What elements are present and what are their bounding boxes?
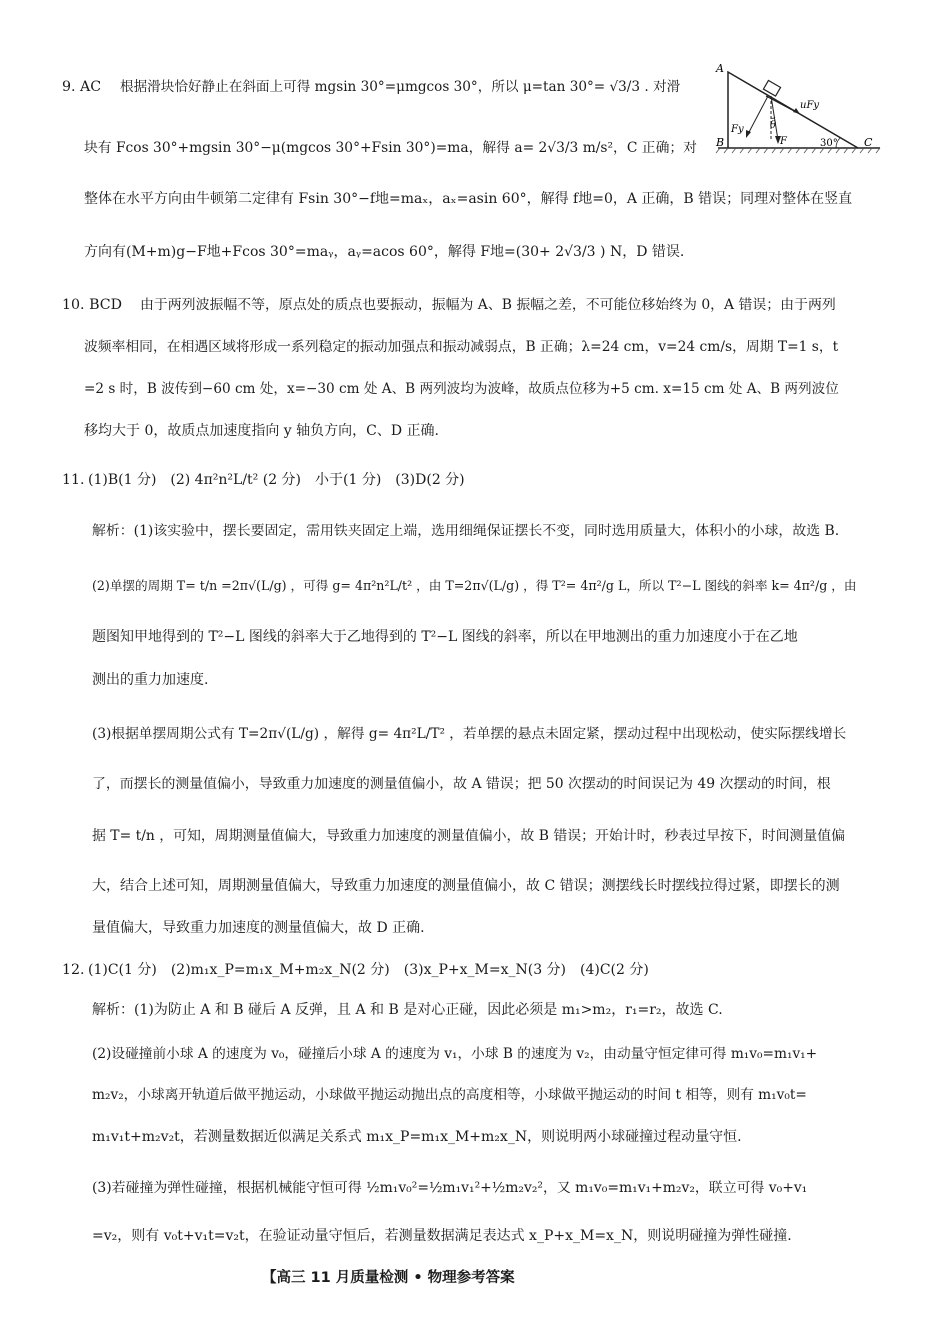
q9-line-2: 块有 Fcos 30°+mgsin 30°−μ(mgcos 30°+Fsin 30°)=ma，解得 a= 2√3/3 m/s²，C 正确；对: [84, 140, 697, 156]
q9-line-3: 整体在水平方向由牛顿第二定律有 Fsin 30°−f地=maₓ，aₓ=asin 60°，解得 f地=0，A 正确，B 错误；同理对整体在竖直: [84, 191, 853, 207]
force-Fy-arrow: [748, 96, 768, 134]
q11-line-2: (2)单摆的周期 T= t/n =2π√(L/g) ，可得 g= 4π²n²L/t² ，由 T=2π√(L/g) ，得 T²= 4π²/g L，所以 T²−L 图线的斜率 k= 4π²/g ，由: [92, 578, 857, 593]
q10-line-4: 移均大于 0，故质点加速度指向 y 轴负方向，C、D 正确.: [84, 423, 440, 439]
label-Fy: Fy: [731, 124, 744, 135]
label-C: C: [864, 136, 873, 149]
page-footer: 【高三 11 月质量检测 • 物理参考答案: [262, 1270, 515, 1286]
q12-line-4: m₁v₁t+m₂v₂t，若测量数据近似满足关系式 m₁x_P=m₁x_M+m₂x_N，则说明两小球碰撞过程动量守恒.: [92, 1129, 742, 1145]
incline-diagram: [708, 62, 886, 162]
q11-line-1: 解析：(1)该实验中，摆长要固定，需用铁夹固定上端，选用细绳保证摆长不变，同时选用质量大，体积小的小球，故选 B.: [92, 523, 840, 539]
label-theta: θ: [770, 120, 777, 131]
q11-line-9: 量值偏大，导致重力加速度的测量值偏大，故 D 正确.: [92, 920, 425, 936]
q11-head: (1)B(1 分) (2) 4π²n²L/t² (2 分) 小于(1 分) (3)D(2 分): [88, 472, 465, 488]
q10-line-1: 由于两列波振幅不等，原点处的质点也要振动，振幅为 A、B 振幅之差，不可能位移始终为 0，A 错误；由于两列: [140, 297, 836, 313]
q12-line-3: m₂v₂，小球离开轨道后做平抛运动，小球做平抛运动抛出点的高度相等，小球做平抛运动的时间 t 相等，则有 m₁v₀t=: [92, 1087, 807, 1103]
q11-line-3: 题图知甲地得到的 T²−L 图线的斜率大于乙地得到的 T²−L 图线的斜率，所以在甲地测出的重力加速度小于在乙地: [92, 629, 798, 645]
q11-line-4: 测出的重力加速度.: [92, 672, 209, 688]
q10-line-3: =2 s 时，B 波传到−60 cm 处，x=−30 cm 处 A、B 两列波均为波峰，故质点位移为+5 cm. x=15 cm 处 A、B 两列波位: [84, 381, 839, 397]
q9-line-1: 根据滑块恰好静止在斜面上可得 mgsin 30°=μmgcos 30°，所以 μ=tan 30°= √3/3 . 对滑: [120, 79, 681, 95]
q12-line-6: =v₂，则有 v₀t+v₁t=v₂t，在验证动量守恒后，若测量数据满足表达式 x_P+x_M=x_N，则说明碰撞为弹性碰撞.: [92, 1228, 792, 1244]
label-A: A: [716, 62, 724, 75]
q12-number: 12.: [62, 962, 85, 978]
q11-number: 11.: [62, 472, 85, 488]
q11-line-7: 据 T= t/n ，可知，周期测量值偏大，导致重力加速度的测量值偏小，故 B 错误；开始计时，秒表过早按下，时间测量值偏: [92, 828, 846, 844]
q10-line-2: 波频率相同，在相遇区域将形成一系列稳定的振动加强点和振动减弱点，B 正确；λ=24 cm，v=24 cm/s，周期 T=1 s，t: [84, 339, 839, 355]
q12-line-2: (2)设碰撞前小球 A 的速度为 v₀，碰撞后小球 A 的速度为 v₁，小球 B 的速度为 v₂，由动量守恒定律可得 m₁v₀=m₁v₁+: [92, 1046, 818, 1062]
label-uFy: uFy: [800, 100, 820, 111]
q12-line-5: (3)若碰撞为弹性碰撞，根据机械能守恒可得 ½m₁v₀²=½m₁v₁²+½m₂v₂²，又 m₁v₀=m₁v₁+m₂v₂，联立可得 v₀+v₁: [92, 1180, 808, 1196]
q12-head: (1)C(1 分) (2)m₁x_P=m₁x_M+m₂x_N(2 分) (3)x_P+x_M=x_N(3 分) (4)C(2 分): [88, 962, 649, 978]
q10-number: 10. BCD: [62, 297, 122, 313]
q11-line-5: (3)根据单摆周期公式有 T=2π√(L/g) ，解得 g= 4π²L/T² ，若单摆的悬点未固定紧，摆动过程中出现松动，使实际摆线增长: [92, 726, 847, 742]
label-F: F: [780, 136, 787, 147]
q9-line-4: 方向有(M+m)g−F地+Fcos 30°=maᵧ，aᵧ=acos 60°，解得 F地=(30+ 2√3/3 ) N，D 错误.: [84, 244, 685, 260]
q11-line-6: 了，而摆长的测量值偏小，导致重力加速度的测量值偏小，故 A 错误；把 50 次摆动的时间误记为 49 次摆动的时间，根: [92, 776, 831, 792]
q12-line-1: 解析：(1)为防止 A 和 B 碰后 A 反弹，且 A 和 B 是对心正碰，因此必须是 m₁>m₂，r₁=r₂，故选 C.: [92, 1002, 723, 1018]
label-30deg: 30°: [820, 138, 838, 149]
q9-number: 9. AC: [62, 79, 102, 95]
label-B: B: [716, 136, 725, 149]
q11-line-8: 大，结合上述可知，周期测量值偏大，导致重力加速度的测量值偏小，故 C 错误；测摆线长时摆线拉得过紧，即摆长的测: [92, 878, 840, 894]
